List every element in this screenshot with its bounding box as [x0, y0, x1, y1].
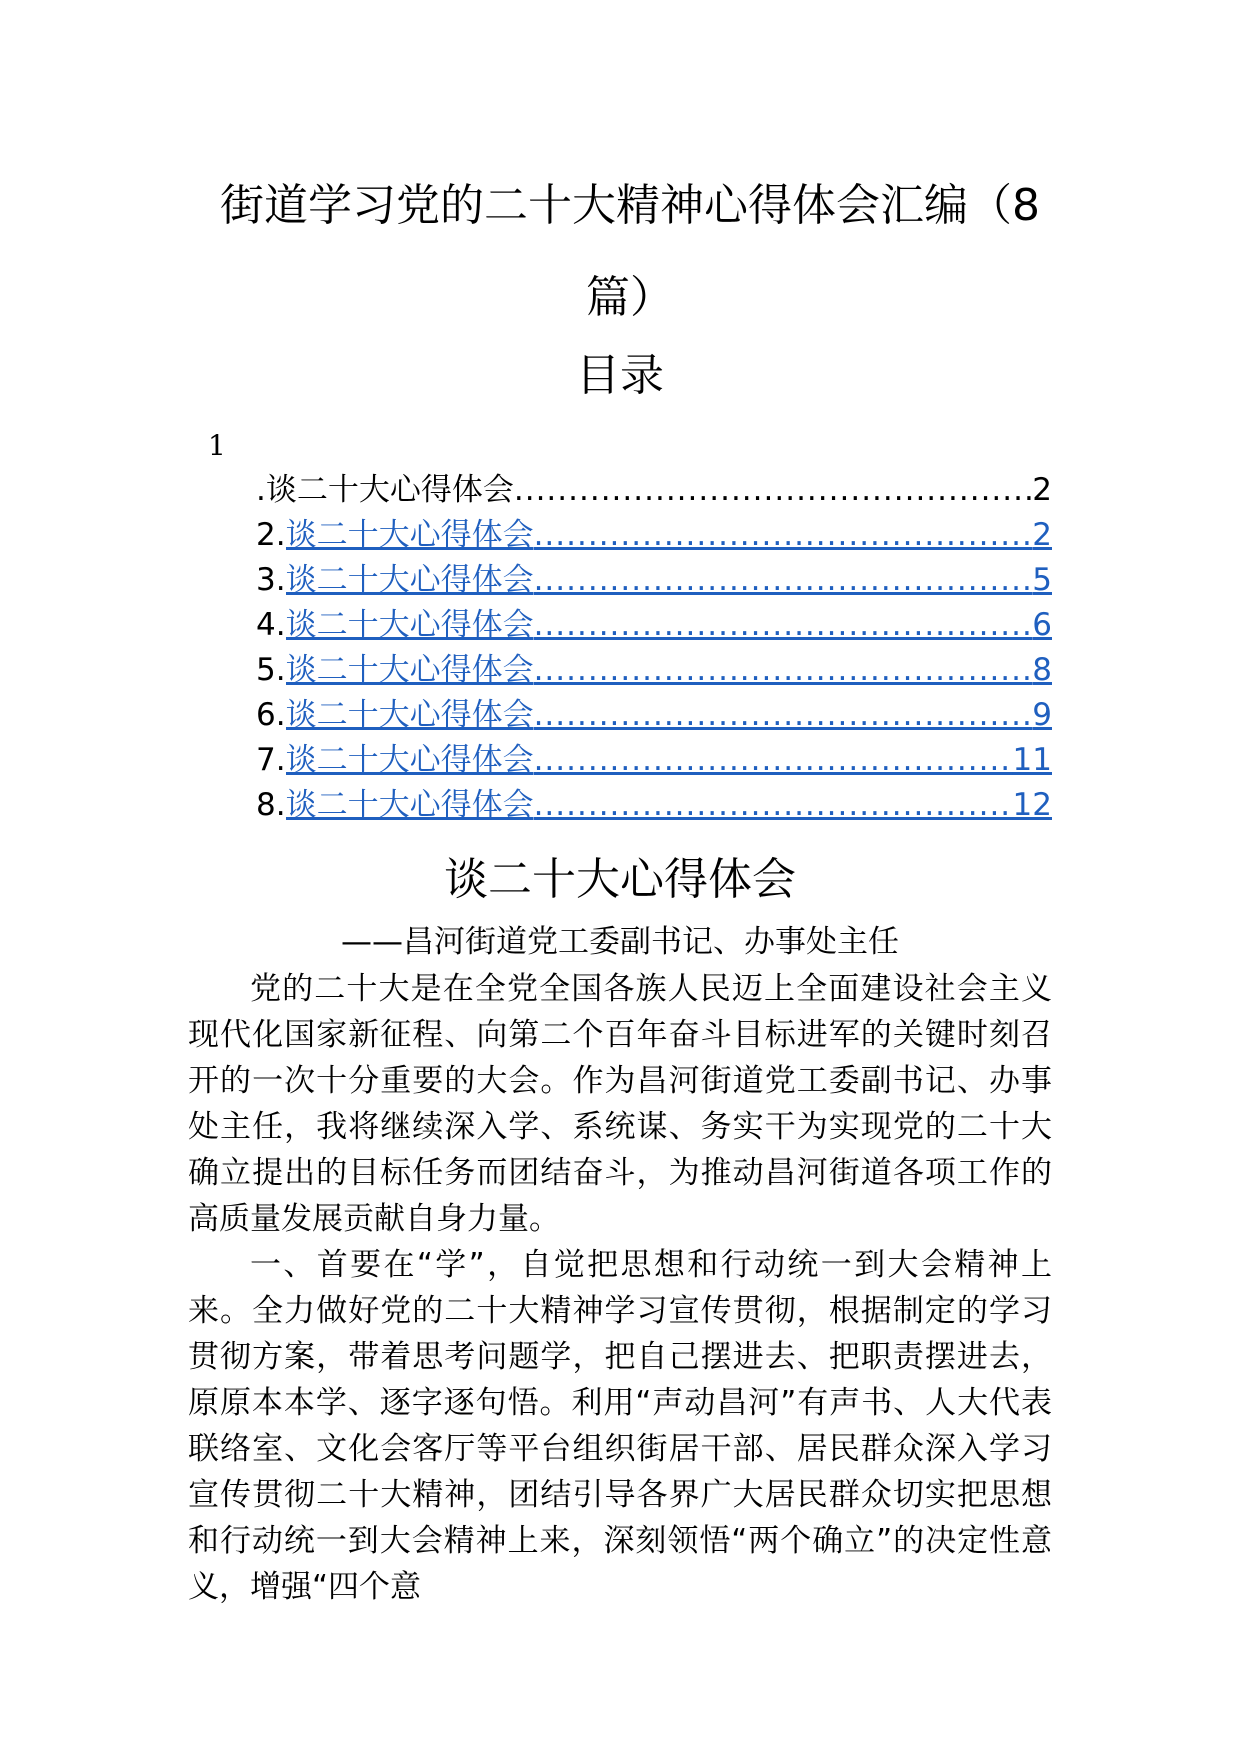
- toc-entry: [256, 693, 1052, 738]
- toc-entry: [256, 648, 1052, 693]
- toc-entry-page-number: 2: [1032, 472, 1052, 508]
- toc-entry: [256, 738, 1052, 783]
- toc-dot-leader: [514, 468, 1032, 513]
- toc-entry-number: 3.: [256, 562, 286, 598]
- toc-entry: [256, 513, 1052, 558]
- toc-entry-link[interactable]: [286, 783, 1052, 828]
- toc-dot-leader: [534, 738, 1013, 783]
- toc-dot-leader: [534, 558, 1033, 603]
- toc-entry: [256, 468, 1052, 513]
- toc-entry-link[interactable]: [286, 513, 1052, 558]
- toc-entry-number: 4.: [256, 607, 286, 643]
- document-title: 街道学习党的二十大精神心得体会汇编（8篇）: [220, 180, 1040, 323]
- toc-entry-number: 6.: [256, 697, 286, 733]
- toc-entry: [256, 783, 1052, 828]
- toc-entry-title: 谈二十大心得体会: [285, 652, 534, 688]
- toc-entry-number: 7.: [256, 742, 286, 778]
- toc-entry-page-number: 5: [1032, 562, 1052, 598]
- section-title: 谈二十大心得体会: [444, 854, 796, 905]
- toc-entry-number: 2.: [256, 517, 286, 553]
- toc-dot-leader: [534, 693, 1033, 738]
- toc-entry-page-number: 8: [1032, 652, 1052, 688]
- toc-entry-title: 谈二十大心得体会: [285, 562, 534, 598]
- toc-entry-number: 8.: [256, 787, 286, 823]
- toc-stray-number: 1: [208, 429, 226, 462]
- toc-entry-title: .谈二十大心得体会: [256, 472, 514, 508]
- toc-dot-leader: [534, 783, 1013, 828]
- body-text: [188, 966, 1052, 1610]
- toc-entry: [256, 558, 1052, 603]
- toc-entry-link[interactable]: [286, 648, 1052, 693]
- toc-entry-page-number: 11: [1012, 742, 1052, 778]
- toc-entry-page-number: 12: [1012, 787, 1052, 823]
- toc-entry-page-number: 2: [1032, 517, 1052, 553]
- toc-entry-link[interactable]: [286, 558, 1052, 603]
- toc-entry-link[interactable]: [286, 738, 1052, 783]
- toc-entry-number: 5.: [256, 652, 286, 688]
- toc-dot-leader: [534, 648, 1033, 693]
- toc-heading: 目录: [576, 350, 664, 401]
- author-byline: ——昌河街道党工委副书记、办事处主任: [341, 924, 899, 960]
- toc-entry-title: 谈二十大心得体会: [285, 697, 534, 733]
- toc-entry-title: 谈二十大心得体会: [285, 517, 534, 553]
- toc-entry-title: 谈二十大心得体会: [285, 787, 534, 823]
- toc-entry-text-group: [256, 468, 1052, 513]
- toc-entry-link[interactable]: [286, 693, 1052, 738]
- toc-entry-page-number: 6: [1032, 607, 1052, 643]
- toc-entry-title: 谈二十大心得体会: [285, 607, 534, 643]
- body-paragraph: 一、首要在“学”，自觉把思想和行动统一到大会精神上来。全力做好党的二十大精神学习宣传贯彻，根据制定的学习贯彻方案，带着思考问题学，把自己摆进去、把职责摆进去，原原本本学、逐字逐句悟。利用“声动昌河”有声书、人大代表联络室、文化会客厅等平台组织街居干部、居民群众深入学习宣传贯彻二十大精神，团结引导各界广大居民群众切实把思想和行动统一到大会精神上来，深刻领悟“两个确立”的决定性意义，增强“四个意: [188, 1247, 1052, 1605]
- table-of-contents: [256, 468, 1052, 828]
- body-paragraph: 党的二十大是在全党全国各族人民迈上全面建设社会主义现代化国家新征程、向第二个百年奋斗目标进军的关键时刻召开的一次十分重要的大会。作为昌河街道党工委副书记、办事处主任，我将继续深入学、系统谋、务实干为实现党的二十大确立提出的目标任务而团结奋斗，为推动昌河街道各项工作的高质量发展贡献自身力量。: [188, 971, 1052, 1237]
- toc-entry-title: 谈二十大心得体会: [285, 742, 534, 778]
- toc-entry-page-number: 9: [1032, 697, 1052, 733]
- toc-dot-leader: [534, 603, 1033, 648]
- toc-entry: [256, 603, 1052, 648]
- toc-entry-link[interactable]: [286, 603, 1052, 648]
- toc-dot-leader: [534, 513, 1033, 558]
